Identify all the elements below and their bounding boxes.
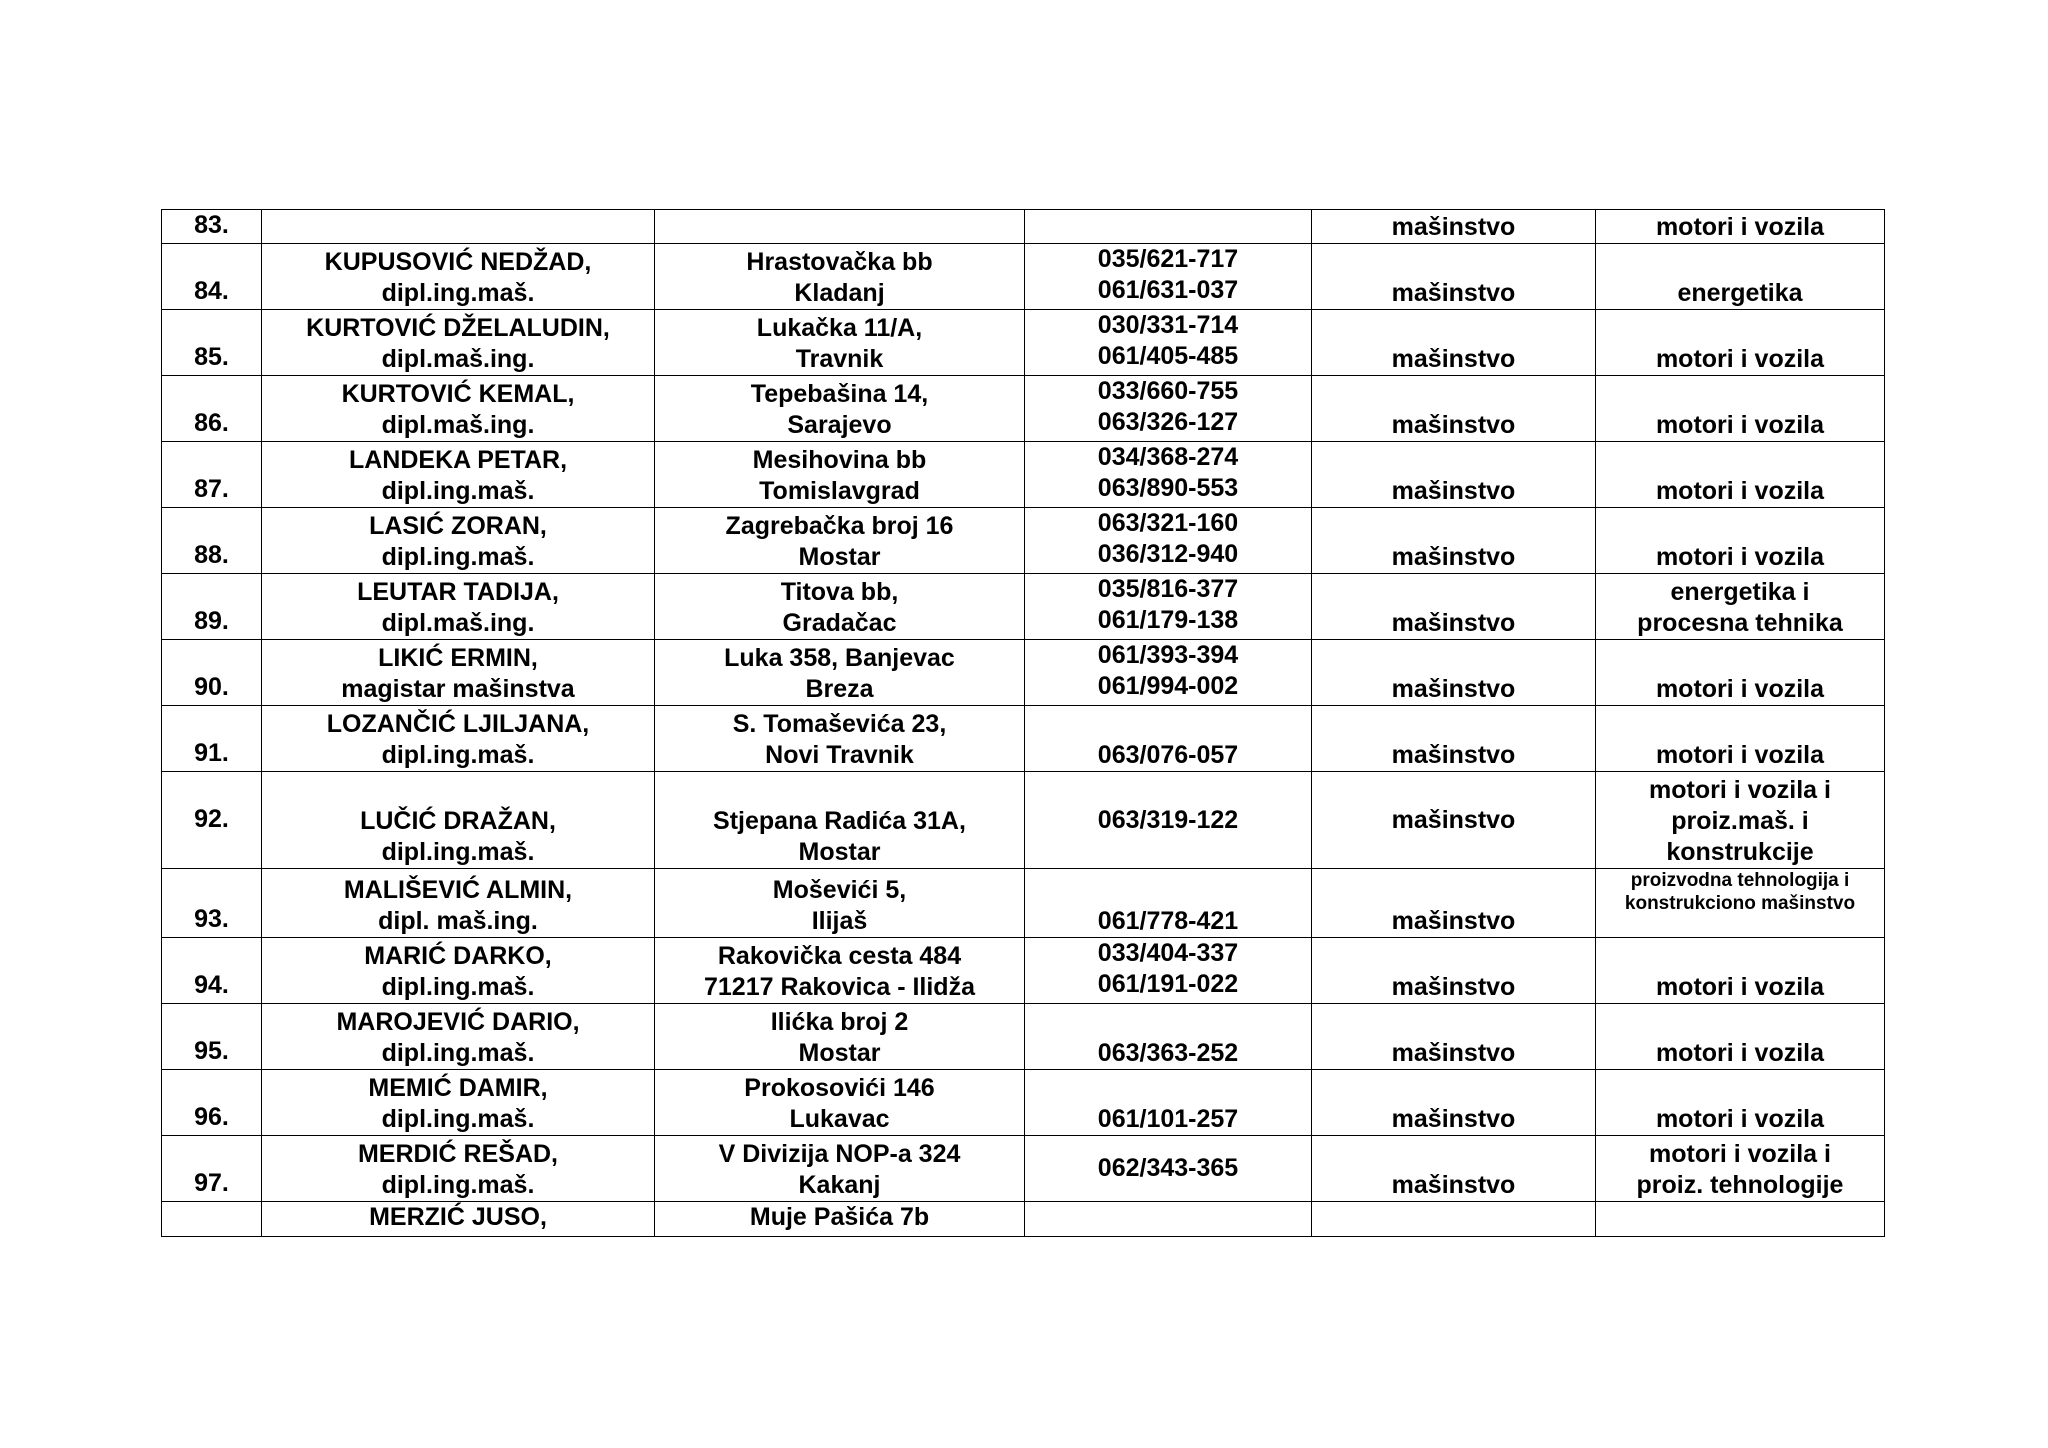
table-row <box>162 706 1885 772</box>
phone-cell <box>1025 310 1312 376</box>
phone-2: 061/778-421 <box>1097 907 1239 935</box>
field-cell: mašinstvo <box>1312 1136 1596 1202</box>
phone-1: 062/343-365 <box>1097 1154 1239 1182</box>
phone-cell <box>1025 772 1312 869</box>
phone-cell <box>1025 442 1312 508</box>
specialty-line: procesna tehnika <box>1637 609 1843 637</box>
row-number: 83. <box>162 210 262 244</box>
engineer-name-cell <box>262 1136 655 1202</box>
field-cell: mašinstvo <box>1312 442 1596 508</box>
address-street: Zagrebačka broj 16 <box>725 512 954 540</box>
address-cell <box>655 244 1025 310</box>
field-cell: mašinstvo <box>1312 574 1596 640</box>
phone-2: 063/076-057 <box>1097 741 1239 769</box>
phone-1: 033/404-337 <box>1097 939 1239 967</box>
address-city: Tomislavgrad <box>759 477 920 505</box>
row-number: 94. <box>162 938 262 1004</box>
specialty-cell <box>1596 244 1885 310</box>
address-cell <box>655 869 1025 938</box>
address-city: Novi Travnik <box>765 741 914 769</box>
engineer-name-cell <box>262 869 655 938</box>
engineer-name-cell <box>262 706 655 772</box>
phone-1: 063/321-160 <box>1097 509 1239 537</box>
address-city: Breza <box>805 675 874 703</box>
specialty-line: konstrukcije <box>1666 838 1814 866</box>
engineer-name: LIKIĆ ERMIN, <box>378 644 538 672</box>
table-row <box>162 508 1885 574</box>
engineer-name-cell <box>262 1004 655 1070</box>
phone-cell <box>1025 1136 1312 1202</box>
phone-cell <box>1025 376 1312 442</box>
address-cell <box>655 1202 1025 1237</box>
specialty-cell <box>1596 310 1885 376</box>
specialty-cell <box>1596 1136 1885 1202</box>
address-street: Muje Pašića 7b <box>749 1203 930 1231</box>
specialty-cell <box>1596 640 1885 706</box>
specialty-cell <box>1596 869 1885 938</box>
phone-cell <box>1025 1070 1312 1136</box>
field-cell: mašinstvo <box>1312 1004 1596 1070</box>
engineer-name: KUPUSOVIĆ NEDŽAD, <box>324 248 592 276</box>
address-cell <box>655 706 1025 772</box>
specialty-line: proiz.maš. i <box>1671 807 1809 835</box>
engineer-title: dipl. maš.ing. <box>378 907 538 935</box>
row-number: 96. <box>162 1070 262 1136</box>
engineer-name: MAROJEVIĆ DARIO, <box>336 1008 580 1036</box>
address-cell <box>655 574 1025 640</box>
specialty-line: motori i vozila <box>1655 477 1825 505</box>
table-row <box>162 869 1885 938</box>
phone-2: 061/631-037 <box>1097 276 1239 304</box>
engineer-name-cell <box>262 1202 655 1237</box>
field-cell: mašinstvo <box>1312 772 1596 869</box>
specialty-cell <box>1596 442 1885 508</box>
specialty-line: proizvodna tehnologija i <box>1630 870 1850 891</box>
specialty-line: motori i vozila i <box>1649 776 1831 804</box>
phone-2: 063/890-553 <box>1097 474 1239 502</box>
specialty-line: motori i vozila <box>1655 741 1825 769</box>
row-number: 93. <box>162 869 262 938</box>
engineer-name-cell <box>262 508 655 574</box>
engineer-name: MEMIĆ DAMIR, <box>368 1074 548 1102</box>
specialty-cell <box>1596 706 1885 772</box>
specialty-line: konstrukciono mašinstvo <box>1624 893 1856 914</box>
address-city: Kladanj <box>794 279 885 307</box>
address-cell <box>655 376 1025 442</box>
engineer-title: dipl.ing.maš. <box>381 973 535 1001</box>
phone-1: 061/393-394 <box>1097 641 1239 669</box>
phone-1: 063/319-122 <box>1097 805 1239 834</box>
address-street: Ilićka broj 2 <box>770 1008 909 1036</box>
row-number: 85. <box>162 310 262 376</box>
row-number: 89. <box>162 574 262 640</box>
specialty-cell <box>1596 376 1885 442</box>
engineer-name: LEUTAR TADIJA, <box>357 578 559 606</box>
row-number: 86. <box>162 376 262 442</box>
phone-cell <box>1025 706 1312 772</box>
engineer-name-cell <box>262 938 655 1004</box>
engineer-title: magistar mašinstva <box>341 675 575 703</box>
phone-2: 061/405-485 <box>1097 342 1239 370</box>
phone-cell <box>1025 869 1312 938</box>
engineer-title: dipl.ing.maš. <box>381 741 535 769</box>
specialty-line: motori i vozila <box>1655 411 1825 439</box>
engineer-title: dipl.ing.maš. <box>381 1171 535 1199</box>
address-street: Prokosovići 146 <box>744 1074 935 1102</box>
table-row <box>162 574 1885 640</box>
address-city: Lukavac <box>789 1105 890 1133</box>
row-number: 87. <box>162 442 262 508</box>
specialty-cell <box>1596 210 1885 244</box>
phone-1: 034/368-274 <box>1097 443 1239 471</box>
address-city: Ilijaš <box>811 907 868 935</box>
engineer-name-cell <box>262 772 655 869</box>
phone-cell <box>1025 244 1312 310</box>
phone-cell <box>1025 640 1312 706</box>
address-cell <box>655 508 1025 574</box>
phone-cell <box>1025 1202 1312 1237</box>
phone-2: 061/101-257 <box>1097 1105 1239 1133</box>
engineer-name: MERZIĆ JUSO, <box>369 1203 547 1231</box>
field-cell: mašinstvo <box>1312 706 1596 772</box>
address-cell <box>655 310 1025 376</box>
table-row <box>162 938 1885 1004</box>
phone-cell <box>1025 938 1312 1004</box>
phone-2: 061/191-022 <box>1097 970 1239 998</box>
address-street: V Divizija NOP-a 324 <box>718 1140 961 1168</box>
table-row <box>162 1004 1885 1070</box>
engineer-name-cell <box>262 442 655 508</box>
address-city: Mostar <box>798 1039 881 1067</box>
address-cell <box>655 1004 1025 1070</box>
field-cell: mašinstvo <box>1312 1070 1596 1136</box>
field-cell <box>1312 1202 1596 1237</box>
address-city: Mostar <box>798 838 881 866</box>
specialty-cell <box>1596 1070 1885 1136</box>
specialty-cell <box>1596 574 1885 640</box>
address-street: Stjepana Radića 31A, <box>713 807 966 835</box>
field-cell: mašinstvo <box>1312 640 1596 706</box>
address-cell <box>655 772 1025 869</box>
field-cell: mašinstvo <box>1312 508 1596 574</box>
engineer-title: dipl.maš.ing. <box>381 411 535 439</box>
row-number: 90. <box>162 640 262 706</box>
address-cell <box>655 1070 1025 1136</box>
phone-1: 030/331-714 <box>1097 311 1239 339</box>
engineer-title: dipl.maš.ing. <box>381 345 535 373</box>
address-city: 71217 Rakovica - Ilidža <box>704 973 975 1001</box>
table-row <box>162 244 1885 310</box>
address-city: Travnik <box>795 345 884 373</box>
table-row <box>162 442 1885 508</box>
address-street: Rakovička cesta 484 <box>717 942 962 970</box>
specialty-cell <box>1596 1004 1885 1070</box>
table-row <box>162 640 1885 706</box>
address-street: Titova bb, <box>780 578 899 606</box>
specialty-cell <box>1596 772 1885 869</box>
address-street: Tepebašina 14, <box>750 380 929 408</box>
phone-1: 035/816-377 <box>1097 575 1239 603</box>
table-row <box>162 772 1885 869</box>
row-number: 97. <box>162 1136 262 1202</box>
address-cell <box>655 1136 1025 1202</box>
specialty-line: motori i vozila i <box>1649 1140 1831 1168</box>
table-row <box>162 1136 1885 1202</box>
address-street: Mesihovina bb <box>752 446 927 474</box>
phone-cell <box>1025 210 1312 244</box>
row-number: 92. <box>162 772 262 869</box>
phone-1: 033/660-755 <box>1097 377 1239 405</box>
table-row <box>162 310 1885 376</box>
engineer-name: MERDIĆ REŠAD, <box>357 1140 558 1168</box>
engineer-name-cell <box>262 574 655 640</box>
engineer-title: dipl.ing.maš. <box>381 279 535 307</box>
phone-2: 036/312-940 <box>1097 540 1239 568</box>
specialty-line: motori i vozila <box>1655 1039 1825 1067</box>
address-street: Moševići 5, <box>772 876 907 904</box>
address-cell <box>655 640 1025 706</box>
engineer-name: LUČIĆ DRAŽAN, <box>360 807 556 835</box>
engineer-name: LANDEKA PETAR, <box>348 446 568 474</box>
address-street: Luka 358, Banjevac <box>724 644 955 672</box>
engineer-name: KURTOVIĆ DŽELALUDIN, <box>306 314 610 342</box>
phone-cell <box>1025 574 1312 640</box>
specialty-line: motori i vozila <box>1655 543 1825 571</box>
engineer-title: dipl.maš.ing. <box>381 609 535 637</box>
specialty-line: motori i vozila <box>1655 675 1825 703</box>
engineer-title: dipl.ing.maš. <box>381 477 535 505</box>
address-city: Sarajevo <box>787 411 892 439</box>
engineer-name-cell <box>262 310 655 376</box>
address-street: Lukačka 11/A, <box>756 314 923 342</box>
phone-cell <box>1025 1004 1312 1070</box>
specialty-cell <box>1596 1202 1885 1237</box>
row-number: 91. <box>162 706 262 772</box>
engineer-name-cell <box>262 640 655 706</box>
phone-2: 063/363-252 <box>1097 1039 1239 1067</box>
table-row <box>162 1070 1885 1136</box>
field-cell: mašinstvo <box>1312 210 1596 244</box>
address-city: Kakanj <box>798 1171 881 1199</box>
engineer-name: MARIĆ DARKO, <box>364 942 552 970</box>
row-number <box>162 1202 262 1237</box>
registry-table <box>161 209 1885 1237</box>
engineer-name: KURTOVIĆ KEMAL, <box>341 380 575 408</box>
engineer-name: LOZANČIĆ LJILJANA, <box>326 710 590 738</box>
specialty-cell <box>1596 938 1885 1004</box>
field-cell: mašinstvo <box>1312 310 1596 376</box>
phone-1: 035/621-717 <box>1097 245 1239 273</box>
row-number: 84. <box>162 244 262 310</box>
engineer-name-cell <box>262 376 655 442</box>
address-city: Mostar <box>798 543 881 571</box>
row-number: 95. <box>162 1004 262 1070</box>
engineer-name: MALIŠEVIĆ ALMIN, <box>343 876 573 904</box>
engineer-name: LASIĆ ZORAN, <box>369 512 547 540</box>
address-cell <box>655 938 1025 1004</box>
engineer-title: dipl.ing.maš. <box>381 543 535 571</box>
field-cell: mašinstvo <box>1312 938 1596 1004</box>
phone-2: 061/994-002 <box>1097 672 1239 700</box>
specialty-line: motori i vozila <box>1655 973 1825 1001</box>
engineer-title: dipl.ing.maš. <box>381 1105 535 1133</box>
specialty-line: motori i vozila <box>1655 345 1825 373</box>
address-cell <box>655 210 1025 244</box>
address-cell <box>655 442 1025 508</box>
engineer-name-cell <box>262 244 655 310</box>
address-street: S. Tomaševića 23, <box>732 710 947 738</box>
field-cell: mašinstvo <box>1312 869 1596 938</box>
engineer-title: dipl.ing.maš. <box>381 1039 535 1067</box>
engineer-title: dipl.ing.maš. <box>381 838 535 866</box>
engineer-name-cell <box>262 210 655 244</box>
specialty-line: energetika <box>1677 279 1803 307</box>
table-row <box>162 1202 1885 1237</box>
address-street: Hrastovačka bb <box>746 248 933 276</box>
address-city: Gradačac <box>782 609 897 637</box>
specialty-line: proiz. tehnologije <box>1636 1171 1844 1199</box>
specialty-line: motori i vozila <box>1655 213 1825 241</box>
phone-2: 063/326-127 <box>1097 408 1239 436</box>
phone-cell <box>1025 508 1312 574</box>
field-cell: mašinstvo <box>1312 376 1596 442</box>
row-number: 88. <box>162 508 262 574</box>
specialty-cell <box>1596 508 1885 574</box>
engineer-name-cell <box>262 1070 655 1136</box>
specialty-line: energetika i <box>1670 578 1810 606</box>
table-row <box>162 210 1885 244</box>
phone-2: 061/179-138 <box>1097 606 1239 634</box>
table-row <box>162 376 1885 442</box>
specialty-line: motori i vozila <box>1655 1105 1825 1133</box>
field-cell: mašinstvo <box>1312 244 1596 310</box>
